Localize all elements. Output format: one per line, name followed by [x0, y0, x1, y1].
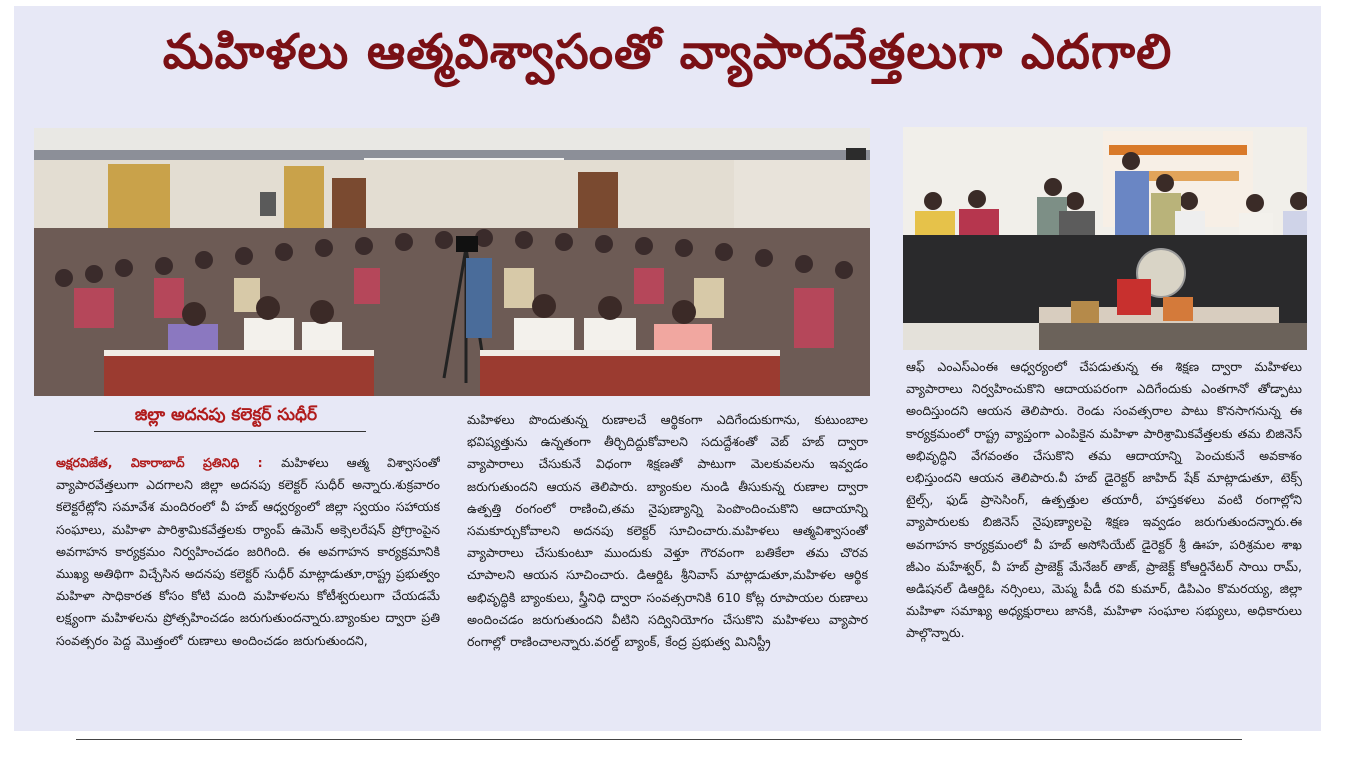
- auditorium-illustration: [34, 128, 870, 396]
- dateline: అక్షరవిజేత, వికారాబాద్ ప్రతినిధి :: [56, 455, 282, 470]
- page-divider: [76, 739, 1242, 740]
- dais-speaker-photo: [903, 127, 1307, 350]
- column-1-text: మహిళలు ఆత్మ విశ్వాసంతో వ్యాపారవేత్తలుగా ఎదగాలని జిల్లా అదనపు కలెక్టర్ సుధీర్ అన్నారు.శుక్రవారం కలెక్టరేట్లోని సమావేశ మందిరంలో వీ హబ్ ఆధ్వర్యంలో జిల్లా స్వయం సహాయక సంఘాలు, మహిళా పారిశ్రామికవేత్తలకు ర్యాంప్ ఉమెన్ అక్సెలరేషన్ ప్రోగ్రాంపైన అవగాహన కార్యక్రమం నిర్వహించడం జరిగింది. ఈ అవగాహన కార్యక్రమానికి ముఖ్య అతిథిగా విచ్చేసిన అదనపు కలెక్టర్ సుధీర్ మాట్లాడుతూ,రాష్ట్ర ప్రభుత్వం మహిళా సాధికారత కోసం కోటి మంది మహిళలను కోటీశ్వరులుగా చేయడమే లక్ష్యంగా మహిళలను ప్రోత్సహించడం జరుగుతుందన్నారు.బ్యాంకుల ద్వారా ప్రతి సంవత్సరం పెద్ద మొత్తంలో రుణాలు అందించడం జరుగుతుందని,: [56, 455, 440, 648]
- column-2-text: మహిళలు పొందుతున్న రుణాలచే ఆర్థికంగా ఎదిగేందుకుగాను, కుటుంబాల భవిష్యత్తును ఉన్నతంగా తీర్చిదిద్దుకోవాలని సదుద్దేశంతో వెబ్ హబ్ ద్వారా వ్యాపారాలు చేసుకునే విధంగా శిక్షణతో పాటుగా మెలకువలను ఇవ్వడం జరుగుతుందని ఆయన తెలిపారు. బ్యాంకుల నుండి తీసుకున్న రుణాల ద్వారా ఉత్పత్తి రంగంలో రాణించి,తమ నైపుణ్యాన్ని పెంపొందించుకొని ఆదాయాన్ని సమకూర్చుకోవాలని అదనపు కలెక్టర్ సూచించారు.మహిళలు ఆత్మవిశ్వాసంతో వ్యాపారాలు చేసుకుంటూ ముందుకు వెళ్తూ గౌరవంగా బతికేలా తమ చొరవ చూపాలని ఆయన సూచించారు. డిఆర్డిఓ శ్రీనివాస్ మాట్లాడుతూ,మహిళల ఆర్థిక అభివృద్ధికి బ్యాంకులు, స్త్రీనిధి ద్వారా సంవత్సరానికి 610 కోట్ల రూపాయల రుణాలు అందించడం జరుగుతుందని వీటిని సద్వినియోగం చేసుకొని మహిళలు వ్యాపార రంగాల్లో రాణించాలన్నారు.వరల్డ్ బ్యాంక్, కేంద్ర ప్రభుత్వ మినిస్ట్రీ: [467, 412, 868, 650]
- newspaper-clipping: [14, 6, 1321, 731]
- column-3-text: ఆఫ్ ఎంఎస్ఎంఈ ఆధ్వర్యంలో చేపడుతున్న ఈ శిక్షణ ద్వారా మహిళలు వ్యాపారాలు నిర్వహించుకొని ఆదాయపరంగా ఎదిగేందుకు ఎంతగానో తోడ్పాటు అందిస్తుందని ఆయన తెలిపారు. రెండు సంవత్సరాల పాటు కొనసాగనున్న ఈ కార్యక్రమంలో రాష్ట్ర వ్యాప్తంగా ఎంపికైన మహిళా పారిశ్రామికవేత్తలకు తమ బిజినెస్ అభివృద్ధిని వేగవంతం చేసుకొని తమ ఆదాయాన్ని పెంచుకునే అవకాశం లభిస్తుందని ఆయన తెలిపారు.వీ హబ్ డైరెక్టర్ జాహిద్ షేక్ మాట్లాడుతూ, టెక్స్ టైల్స్, ఫుడ్ ప్రాసెసింగ్, ఉత్పత్తుల తయారీ, హస్తకళలు వంటి రంగాల్లోని వ్యాపారులకు బిజినెస్ నైపుణ్యాలపై శిక్షణ ఇవ్వడం జరుగుతుందన్నారు.ఈ అవగాహన కార్యక్రమంలో వీ హబ్ అసోసియేట్ డైరెక్టర్ శ్రీ ఊహ, పరిశ్రమల శాఖ జీఎం మహేశ్వర్, వీ హబ్ ప్రాజెక్ట్ మేనేజర్ తాజ్, ప్రాజెక్ట్ కోఆర్డినేటర్ సాయి రామ్, అడిషనల్ డిఆర్డిఓ నర్సింలు, మెప్మ పీడీ రవి కుమార్, డిపిఎం కొమరయ్య, జిల్లా మహిళా సమాఖ్య అధ్యక్షురాలు జానకి, మహిళా సంఘాల సభ్యులు, అధికారులు పాల్గొన్నారు.: [906, 359, 1302, 641]
- article-column-3: [906, 356, 1302, 724]
- headline: మహిళలు ఆత్మవిశ్వాసంతో వ్యాపారవేత్తలుగా ఎదగాలి: [162, 24, 1173, 80]
- subheadline: జిల్లా అదనపు కలెక్టర్ సుధీర్: [134, 405, 318, 425]
- dais-illustration: [903, 127, 1307, 350]
- article-column-2: [467, 409, 868, 724]
- article-column-1: [56, 452, 440, 722]
- auditorium-audience-photo: [34, 128, 870, 396]
- subhead-underline: [94, 431, 366, 432]
